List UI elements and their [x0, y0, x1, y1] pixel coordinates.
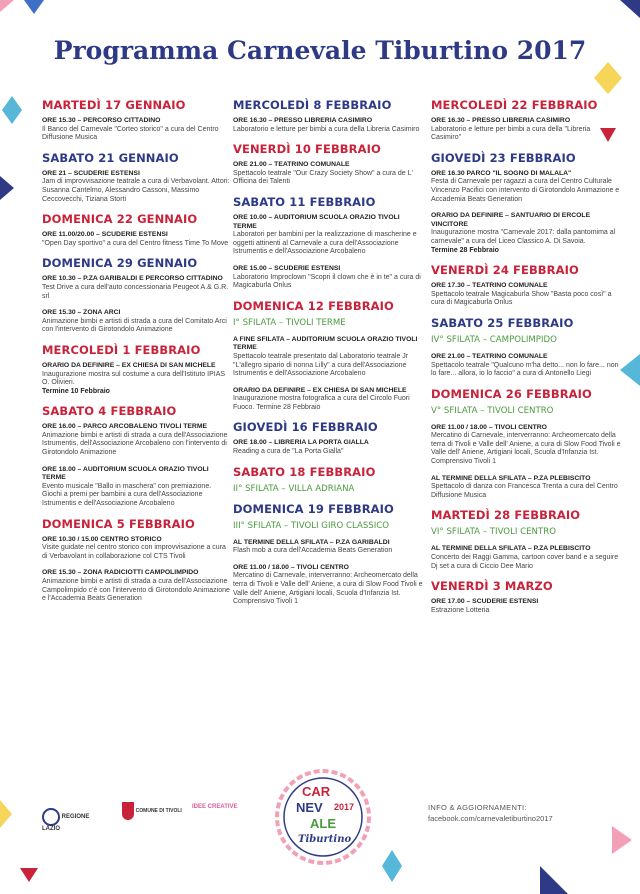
event-time-place: ORE 11.00/20.00 – SCUDERIE ESTENSI — [42, 231, 168, 239]
event-time-place: ORE 18.00 – LIBRERIA LA PORTA GIALLA — [233, 439, 369, 447]
event-description: Spettacolo teatrale "Qualcuno m'ha detto... non lo fare... non lo fare... allora, io lo faccio" a cura di Antonello Liegi — [431, 361, 619, 378]
event-item — [233, 336, 423, 379]
event-item — [42, 117, 232, 143]
day-heading: DOMENICA 22 GENNAIO — [42, 212, 198, 227]
event-description: Reading a cura de "La Porta Gialla" — [233, 448, 344, 456]
column-1 — [42, 92, 232, 612]
event-time-place: ORE 16.00 – PARCO ARCOBALENO TIVOLI TERME — [42, 423, 208, 431]
day-heading: SABATO 18 FEBBRAIO — [233, 464, 376, 479]
event-description: Animazione bimbi e artisti di strada a cura dell'Associazione Istrumentis, dell'Associazione Arcobaleno con l'intervento di Girotondolo Animazione — [42, 431, 228, 457]
event-description: Flash mob a cura dell'Accademia Beats Generation — [233, 547, 393, 555]
event-description: Laboratorio e letture per bimbi a cura della Libreria Casimiro — [233, 125, 420, 133]
event-time-place: ORE 17.30 – TEATRINO COMUNALE — [431, 282, 548, 290]
carnevale-badge — [274, 768, 372, 866]
comune-tivoli-logo: COMUNE DI TIVOLI — [122, 802, 182, 820]
day-heading: GIOVEDÌ 23 FEBBRAIO — [431, 150, 576, 165]
sfilata-label: V° SFILATA – TIVOLI CENTRO — [431, 405, 554, 416]
day-heading: MERCOLEDÌ 8 FEBBRAIO — [233, 98, 392, 112]
event-time-place: A FINE SFILATA – AUDITORIUM SCUOLA ORAZIO TIVOLI TERME — [233, 335, 418, 352]
event-time-place: ORE 18.00 – AUDITORIUM SCUOLA ORAZIO TIVOLI TERME — [42, 465, 209, 482]
day-heading: VENERDÌ 24 FEBBRAIO — [431, 263, 579, 278]
event-item — [233, 564, 423, 607]
event-time-place: AL TERMINE DELLA SFILATA – P.ZA PLEBISCITO — [431, 474, 591, 482]
event-time-place: ORE 15.30 – ZONA ARCI — [42, 309, 121, 317]
event-description: Animazione bimbi e artisti di strada a cura dell'Associazione Campolimpido c'è con l'intervento di Girotondolo Animazione e l'Accademia Beats Generation — [42, 578, 230, 603]
event-description: Laboratorio Improclown "Scopri il clown che è in te" a cura di Magicaburla Onlus — [233, 273, 421, 290]
event-item — [233, 387, 423, 413]
badge-name: Tiburtino — [298, 834, 352, 845]
day-heading: SABATO 21 GENNAIO — [42, 150, 179, 165]
event-description: Evento musicale "Ballo in maschera" con premiazione. Giochi a premi per bambini a cura dell'Associazione Istrumentis e dell'Associazione Arcobaleno — [42, 482, 212, 508]
day-heading: DOMENICA 29 GENNAIO — [42, 256, 198, 271]
day-heading: MARTEDÌ 28 FEBBRAIO — [431, 508, 581, 523]
event-description: Visite guidate nel centro storico con improvvisazione a cura di Verbavolant in collaborazione col CTS Tivoli — [42, 544, 226, 560]
day-heading: DOMENICA 5 FEBBRAIO — [42, 516, 195, 531]
event-time-place: ORE 21.00 – TEATRINO COMUNALE — [233, 161, 350, 169]
event-item — [431, 475, 621, 501]
event-description: Inaugurazione mostra fotografica a cura del Circolo Fuori Fuoco. Termine 28 Febbraio — [233, 395, 410, 411]
event-item — [233, 214, 423, 257]
event-time-place: ORE 11.00 / 18.00 – TIVOLI CENTRO — [233, 563, 349, 571]
day-heading: MARTEDÌ 17 GENNAIO — [42, 98, 186, 112]
event-item — [42, 536, 232, 562]
column-2 — [233, 92, 423, 615]
idee-creative-logo: IDEE CREATIVE — [192, 804, 238, 810]
event-description: Festa di Carnevale per ragazzi a cura del Centro Culturale Vincenzo Pacifici con intervento di Girotondolo Animazione e Accademia Beats Generation — [431, 178, 620, 203]
event-time-place: ORE 15.00 – SCUDERIE ESTENSI — [233, 264, 341, 272]
event-item — [431, 170, 621, 204]
event-item — [431, 424, 621, 467]
event-item — [233, 161, 423, 187]
event-item — [42, 309, 232, 335]
event-item — [42, 423, 232, 457]
event-time-place: ORE 21 – SCUDERIE ESTENSI — [42, 169, 140, 177]
day-heading: DOMENICA 12 FEBBRAIO — [233, 298, 394, 313]
event-item — [42, 466, 232, 509]
event-time-place: ORE 11.00 / 18.00 – TIVOLI CENTRO — [431, 423, 547, 431]
info-label: INFO & AGGIORNAMENTI: — [428, 803, 527, 812]
event-description: Inaugurazione mostra "Carnevale 2017: dalla pantomima al carnevale" a cura del Liceo Classico A. Di Savoia. — [431, 229, 616, 245]
day-heading: VENERDÌ 3 MARZO — [431, 579, 553, 594]
sfilata-label: I° SFILATA – TIVOLI TERME — [233, 317, 346, 328]
event-description: Mercatino di Carnevale, interverranno: Archeomercato della terra di Tivoli e Valle dell' Aniene, a cura di Slow Food Tivoli e Valle dell' Aniene, Artigiani locali, Scuola d'Infanzia Ist. Comprensivo Tivoli 1 — [233, 572, 423, 606]
info-block — [428, 802, 628, 824]
event-description: Spettacolo teatrale presentato dal Laboratorio teatrale Jr "L'allegro sipario di nonna Lilly" a cura dell'Associazione Istrumentis e dell'Associazione Arcobaleno — [233, 352, 409, 378]
regione-lazio-logo: REGIONE LAZIO — [42, 808, 102, 833]
event-description: Spettacolo teatrale "Our Crazy Society Show" a cura de L' Officina dei Talenti — [233, 169, 413, 186]
event-description: Inaugurazione mostra sul costume a cura dell'Istituto IPIAS O. Olivieri. — [42, 370, 226, 387]
event-time-place: ORE 15.30 – ZONA RADICIOTTI CAMPOLIMPIDO — [42, 569, 199, 577]
event-item — [233, 539, 423, 556]
sfilata-label: IV° SFILATA – CAMPOLIMPIDO — [431, 334, 557, 345]
event-time-place: ORARIO DA DEFINIRE – EX CHIESA DI SAN MICHELE — [42, 361, 216, 369]
sponsor-logos — [42, 802, 242, 836]
column-3 — [431, 92, 621, 623]
sfilata-label: III° SFILATA – TIVOLI GIRO CLASSICO — [233, 520, 390, 531]
event-time-place: ORE 10.00 – AUDITORIUM SCUOLA ORAZIO TIVOLI TERME — [233, 213, 400, 230]
sfilata-label: VI° SFILATA – TIVOLI CENTRO — [431, 527, 556, 538]
event-description: Laboratorio e letture per bimbi a cura della "Libreria Casimiro" — [431, 125, 591, 142]
event-time-place: AL TERMINE DELLA SFILATA – P.ZA GARIBALDI — [233, 538, 390, 546]
event-footnote: Termine 10 Febbraio — [42, 387, 110, 395]
event-description: Jam di improvvisazione teatrale a cura di Verbavolant. Attori: Susanna Cantelmo, Alessandro Cassoni, Massimo Ceccovecchi, Tiziana Storti — [42, 178, 230, 203]
event-description: Il Banco del Carnevale "Corteo storico" a cura del Centro Diffusione Musica — [42, 125, 219, 142]
event-description: Mercatino di Carnevale, interverranno: Archeomercato della terra di Tivoli e Valle dell' Aniene, a cura di Slow Food Tivoli e Valle dell' Aniene, Artigiani locali, Scuola d'Infanzia Ist. Comprensivo Tivoli 1 — [431, 432, 621, 466]
sfilata-label: II° SFILATA – VILLA ADRIANA — [233, 483, 355, 494]
event-item — [431, 353, 621, 379]
event-time-place: ORE 10.30 / 15.00 CENTRO STORICO — [42, 535, 162, 543]
event-description: Estrazione Lotteria — [431, 606, 490, 614]
event-item — [233, 439, 423, 456]
badge-line-3: ALE — [310, 816, 336, 831]
event-time-place: ORE 17.00 – SCUDERIE ESTENSI — [431, 598, 539, 606]
day-heading: MERCOLEDÌ 22 FEBBRAIO — [431, 98, 598, 112]
day-heading: VENERDÌ 10 FEBBRAIO — [233, 142, 381, 157]
event-time-place: ORE 21.00 – TEATRINO COMUNALE — [431, 352, 548, 360]
page-title: Programma Carnevale Tiburtino 2017 — [53, 36, 587, 65]
day-heading: MERCOLEDÌ 1 FEBBRAIO — [42, 342, 201, 357]
event-time-place: ORE 10.30 – P.ZA GARIBALDI E PERCORSO CITTADINO — [42, 275, 223, 283]
event-description: Laboratori per bambini per la realizzazione di mascherine e oggetti attinenti al Carnevale a cura dell'Associazione Istrumentis e dell'Associazione Arcobaleno — [233, 231, 417, 256]
event-time-place: ORE 16.30 PARCO "IL SOGNO DI MALALA" — [431, 169, 572, 177]
event-item — [42, 275, 232, 301]
facebook-link[interactable]: facebook.com/carnevaletiburtino2017 — [428, 814, 553, 823]
event-time-place: ORARIO DA DEFINIRE – EX CHIESA DI SAN MICHELE — [233, 386, 407, 394]
day-heading: DOMENICA 26 FEBBRAIO — [431, 386, 592, 401]
event-description: "Open Day sportivo" a cura del Centro fitness Time To Move — [42, 239, 229, 247]
event-item — [233, 117, 423, 134]
event-item — [42, 362, 232, 396]
day-heading: SABATO 4 FEBBRAIO — [42, 404, 177, 419]
event-description: Animazione bimbi e artisti di strada a cura del Comitato Arci con l'intervento di Girotondolo Animazione — [42, 317, 227, 334]
event-time-place: ORE 16.30 – PRESSO LIBRERIA CASIMIRO — [431, 117, 571, 124]
event-item — [233, 265, 423, 291]
event-time-place: ORARIO DA DEFINIRE – SANTUARIO DI ERCOLE VINCITORE — [431, 212, 591, 228]
day-heading: SABATO 25 FEBBRAIO — [431, 315, 574, 330]
event-description: Spettacolo teatrale Magicaburla Show "Basta poco così" a cura di Magicaburla Onlus — [431, 290, 612, 307]
day-heading: SABATO 11 FEBBRAIO — [233, 194, 376, 209]
event-item — [42, 569, 232, 603]
event-item — [42, 231, 232, 248]
event-description: Test Drive a cura dell'auto concessionaria Peugeot A.& G.R. srl — [42, 283, 229, 300]
event-item — [431, 117, 621, 143]
event-description: Spettacolo di danza con Francesca Trenta a cura del Centro Diffusione Musica — [431, 483, 618, 499]
event-item — [431, 212, 621, 255]
event-item — [431, 282, 621, 308]
event-time-place: ORE 15.30 – PERCORSO CITTADINO — [42, 117, 161, 124]
event-item — [42, 170, 232, 204]
event-footnote: Termine 28 Febbraio — [431, 246, 499, 254]
event-item — [431, 598, 621, 615]
event-time-place: AL TERMINE DELLA SFILATA – P.ZA PLEBISCITO — [431, 545, 591, 553]
event-time-place: ORE 16.30 – PRESSO LIBRERIA CASIMIRO — [233, 117, 373, 124]
day-heading: GIOVEDÌ 16 FEBBRAIO — [233, 420, 378, 435]
event-description: Concerto dei Raggi Gamma, cartoon cover band e a seguire Dj set a cura di Ciccio Dee Mario — [431, 554, 619, 570]
event-item — [431, 545, 621, 571]
badge-line-2: NEV — [296, 800, 323, 815]
day-heading: DOMENICA 19 FEBBRAIO — [233, 501, 394, 516]
badge-year: 2017 — [334, 802, 355, 812]
badge-line-1: CAR — [302, 784, 331, 799]
